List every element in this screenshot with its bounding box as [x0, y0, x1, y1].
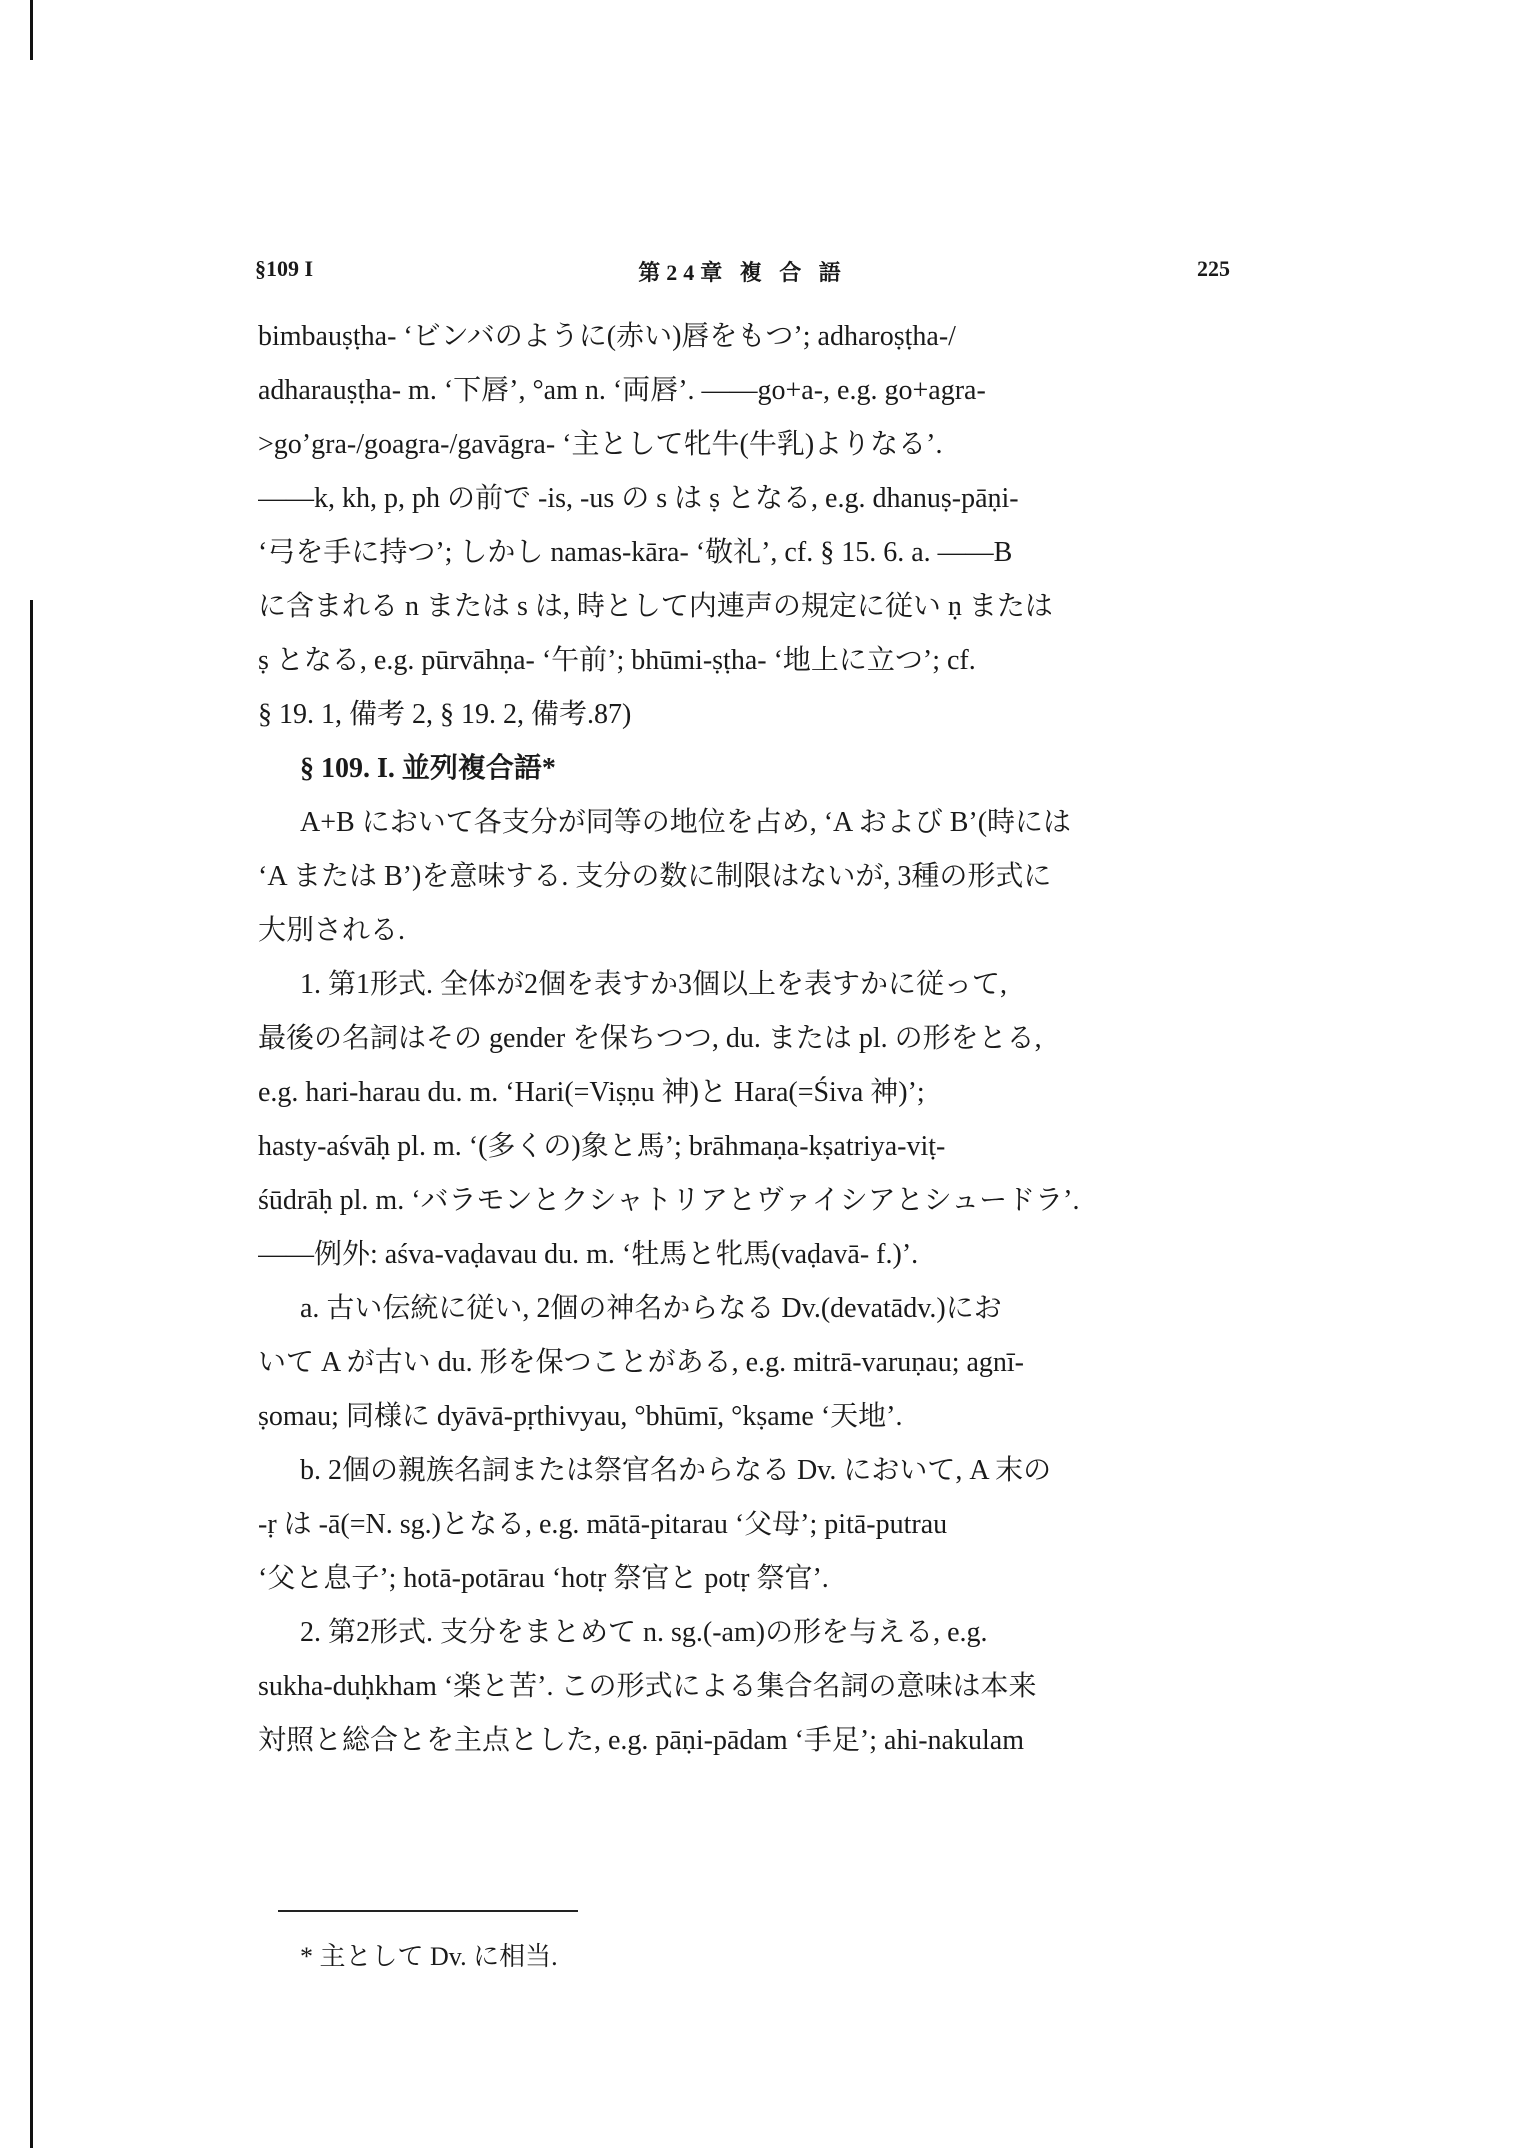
section-heading: § 109. I. 並列複合語*: [300, 753, 556, 784]
scan-edge-mark: [30, 0, 33, 60]
text-line: adharauṣṭha- m. ‘下唇’, °am n. ‘両唇’. ——go+a-, e.g. go+agra-: [258, 375, 986, 406]
page-number: 225: [1197, 256, 1230, 281]
running-header: [255, 250, 1230, 290]
text-line: A+B において各支分が同等の地位を占め, ‘A および B’(時には: [300, 807, 1072, 838]
text-line: ‘父と息子’; hotā-potārau ‘hotṛ 祭官と potṛ 祭官’.: [258, 1563, 829, 1594]
text-line: b. 2個の親族名詞または祭官名からなる Dv. において, A 末の: [300, 1455, 1052, 1486]
text-line: sukha-duḥkham ‘楽と苦’. この形式による集合名詞の意味は本来: [258, 1671, 1037, 1702]
text-line: ——k, kh, p, ph の前で -is, -us の s は ṣ となる, e.g. dhanuṣ-pāṇi-: [258, 483, 1019, 514]
header-chapter-title: 第24章 複 合 語: [638, 260, 847, 285]
text-line: a. 古い伝統に従い, 2個の神名からなる Dv.(devatādv.)にお: [300, 1293, 1002, 1324]
text-line: ṣomau; 同様に dyāvā-pṛthivyau, °bhūmī, °kṣame ‘天地’.: [258, 1401, 903, 1432]
text-line: § 19. 1, 備考 2, § 19. 2, 備考.87): [258, 699, 632, 730]
text-line: 対照と総合とを主点とした, e.g. pāṇi-pādam ‘手足’; ahi-nakulam: [258, 1725, 1024, 1756]
text-line: śūdrāḥ pl. m. ‘バラモンとクシャトリアとヴァイシアとシュードラ’.: [258, 1185, 1080, 1216]
footnote: * 主として Dv. に相当.: [300, 1942, 558, 1971]
footnote-rule: [278, 1910, 578, 1912]
text-line: bimbauṣṭha- ‘ビンバのように(赤い)唇をもつ’; adharoṣṭha-/: [258, 321, 956, 352]
text-line: ‘弓を手に持つ’; しかし namas-kāra- ‘敬礼’, cf. § 15. 6. a. ——B: [258, 537, 1013, 568]
text-line: 1. 第1形式. 全体が2個を表すか3個以上を表すかに従って,: [300, 969, 1008, 1000]
text-line: いて A が古い du. 形を保つことがある, e.g. mitrā-varuṇau; agnī-: [258, 1347, 1025, 1378]
text-line: 大別される.: [258, 915, 406, 946]
scan-binding-edge: [30, 600, 33, 2148]
text-line: 2. 第2形式. 支分をまとめて n. sg.(-am)の形を与える, e.g.: [300, 1617, 988, 1648]
text-line: 最後の名詞はその gender を保ちつつ, du. または pl. の形をとる,: [258, 1023, 1042, 1054]
text-line: >go’gra-/goagra-/gavāgra- ‘主として牝牛(牛乳)よりなる’.: [258, 429, 943, 460]
text-line: -ṛ は -ā(=N. sg.)となる, e.g. mātā-pitarau ‘父母’; pitā-putrau: [258, 1509, 948, 1540]
text-line: hasty-aśvāḥ pl. m. ‘(多くの)象と馬’; brāhmaṇa-kṣatriya-viṭ-: [258, 1131, 946, 1162]
text-line: ‘A または B’)を意味する. 支分の数に制限はないが, 3種の形式に: [258, 861, 1052, 892]
text-line: ṣ となる, e.g. pūrvāhṇa- ‘午前’; bhūmi-ṣṭha- ‘地上に立つ’; cf.: [258, 645, 976, 676]
text-line: e.g. hari-harau du. m. ‘Hari(=Viṣṇu 神)と Hara(=Śiva 神)’;: [258, 1077, 925, 1108]
text-line: ——例外: aśva-vaḍavau du. m. ‘牡馬と牝馬(vaḍavā- f.)’.: [258, 1239, 919, 1270]
header-section: §109 I: [255, 256, 314, 281]
text-line: に含まれる n または s は, 時として内連声の規定に従い ṇ または: [258, 591, 1053, 622]
